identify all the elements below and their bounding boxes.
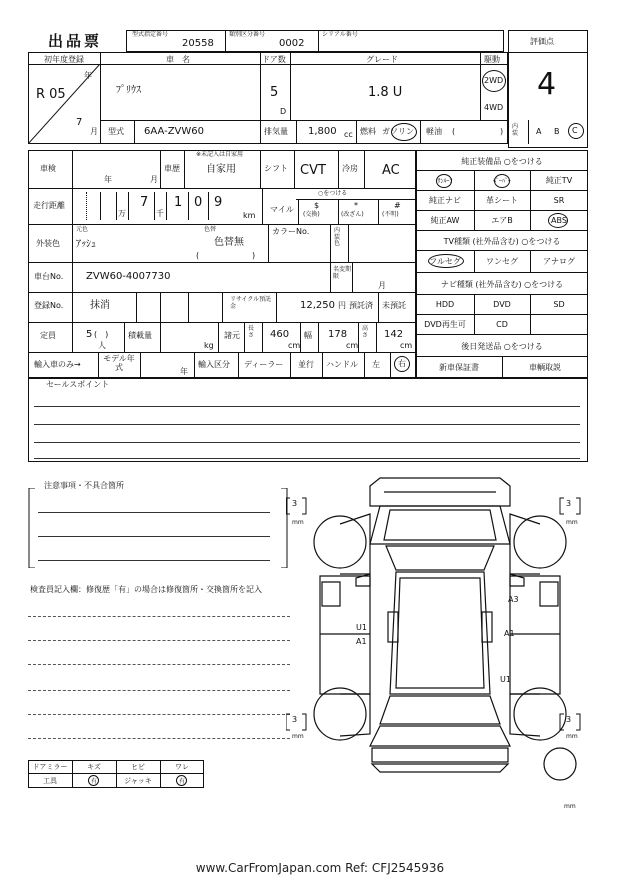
mileage-digit-1: 7	[140, 195, 149, 210]
handle-right: 右	[398, 359, 406, 368]
navi-cd: CD	[496, 319, 508, 329]
interior-c: C	[572, 126, 578, 135]
chassis-label: 車台No.	[34, 272, 64, 281]
equip-paper: ﾍﾟｰﾊﾟｰ	[492, 177, 511, 185]
damage-mark-a1-right: A1	[504, 629, 515, 638]
handle-label: ハンドル	[326, 360, 358, 369]
grade-label: グレード	[366, 55, 398, 64]
acc-jack: ジャッキ	[124, 776, 152, 785]
navi-header: ナビ種類 (社外品含む) ○をつける	[440, 279, 564, 289]
damage-mark-u1-rear-right: U1	[500, 675, 511, 684]
acc-scratch: キズ	[87, 763, 101, 771]
model-year-unit: 年	[180, 367, 188, 376]
recycle-unit: 円	[338, 301, 346, 310]
inspection-year-unit: 年	[104, 175, 112, 184]
swap-label: (交換)	[303, 211, 320, 218]
dims-label: 諸元	[224, 331, 240, 340]
height-label: 高さ	[362, 325, 369, 339]
name-change-month: 月	[378, 281, 386, 290]
document-title: 出品票	[48, 32, 103, 50]
fuel-light: 軽油	[426, 127, 442, 136]
color-paren-open: (	[196, 251, 200, 260]
navi-dvd-play: DVD再生可	[424, 319, 466, 329]
handle-left: 左	[372, 360, 380, 369]
recycle-amount: 12,250	[300, 300, 335, 311]
footer-watermark: www.CarFromJapan.com Ref: CFJ2545936	[195, 861, 445, 875]
fuel-gas: ガソリン	[382, 127, 414, 136]
recycle-unpaid: 未預託	[382, 301, 406, 310]
swap-symbol: $	[314, 201, 320, 210]
fuel-paren-close: )	[500, 127, 504, 136]
name-change-label: 名変期限	[333, 266, 352, 281]
recycle-label: リサイクル預託金	[230, 296, 272, 311]
inspector-note-label: 検査員記入欄：修復歴「有」の場合は修復箇所・交換箇所を記入	[30, 585, 262, 594]
reg-no-label: 登録No.	[34, 301, 64, 310]
car-name: ﾌﾟﾘｳｽ	[116, 85, 141, 96]
altered-label: (改ざん)	[341, 211, 364, 218]
displacement-label: 排気量	[264, 127, 288, 136]
equip-genuine-aw: 純正AW	[430, 215, 460, 225]
capacity-paren: ( )	[94, 330, 109, 339]
person-unit: 人	[98, 341, 106, 350]
door-label: ドア数	[262, 55, 286, 64]
import-type-label: 輸入区分	[198, 360, 230, 369]
acc-door-mirror: ドアミラー	[32, 763, 68, 771]
fuel-label: 燃料	[360, 127, 376, 136]
later-header: 後日発送品 ○をつける	[461, 341, 543, 351]
import-label: 輸入車のみ→	[34, 360, 81, 369]
tire-front-left-value: 3	[292, 499, 298, 508]
tv-fullseg: フルセグ	[429, 256, 461, 266]
door-type: D	[280, 107, 287, 116]
tv-analog: アナログ	[543, 256, 575, 266]
category-label: 類別区分番号	[229, 31, 266, 38]
mileage-mark-note: ○をつける	[318, 190, 348, 197]
tire-rear-left-unit: mm	[292, 733, 304, 740]
damage-mark-a1-left: A1	[356, 637, 367, 646]
dealer-label: ディーラー	[244, 360, 284, 369]
later-manual: 車輌取説	[529, 362, 561, 372]
first-reg-month: 7	[76, 117, 83, 128]
caution-label: 注意事項・不具合箇所	[44, 481, 124, 490]
acc-jack-mark: 有	[178, 778, 185, 785]
width-value: 178	[328, 329, 348, 340]
month-unit: 月	[90, 127, 98, 136]
equip-genuine-tv: 純正TV	[545, 175, 573, 185]
inspection-label: 車検	[40, 164, 56, 173]
damage-mark-u1-left: U1	[356, 623, 367, 632]
model-cert-number: 20558	[182, 38, 214, 49]
tire-spare-unit: mm	[564, 803, 576, 810]
first-reg-year: R 05	[36, 87, 66, 102]
tire-front-right-value: 3	[566, 499, 572, 508]
model-label: 型式	[108, 127, 124, 136]
man-unit: 万	[118, 209, 126, 218]
history-note: ※未記入は自家用	[196, 151, 244, 158]
tire-rear-right-unit: mm	[566, 733, 578, 740]
acc-tools-mark: 有	[90, 778, 97, 785]
equip-abs: ABS	[551, 215, 567, 225]
reg-no-value: 抹消	[90, 300, 110, 311]
inspection-month-unit: 月	[150, 175, 158, 184]
sales-point-label: セールスポイント	[46, 380, 110, 389]
mileage-digit-3: 0	[194, 195, 203, 210]
load-label: 積載量	[128, 331, 152, 340]
recycle-paid: 預託済	[349, 301, 373, 310]
history-value: 自家用	[206, 164, 236, 175]
color-label: 外装色	[36, 239, 60, 248]
tire-front-right-unit: mm	[566, 519, 578, 526]
height-value: 142	[384, 329, 404, 340]
later-warranty: 新車保証書	[439, 362, 479, 372]
door-count: 5	[270, 85, 279, 100]
mileage-label: 走行距離	[33, 201, 65, 210]
drive-4wd: 4WD	[484, 103, 504, 112]
kg-unit: kg	[204, 341, 214, 350]
color-paren-close: )	[252, 251, 256, 260]
color-change: 色替無	[214, 237, 244, 248]
genuine-header: 純正装備品 ○をつける	[461, 156, 543, 166]
model-cert-label: 型式指定番号	[132, 31, 169, 38]
acc-tools: 工具	[43, 776, 57, 785]
capacity-value: 5	[86, 329, 93, 340]
parallel-label: 並行	[298, 360, 314, 369]
history-label: 車歴	[164, 164, 180, 173]
unknown-symbol: #	[394, 201, 401, 210]
capacity-label: 定員	[40, 331, 56, 340]
drive-2wd: 2WD	[484, 76, 504, 85]
car-condition-diagram	[300, 474, 590, 804]
navi-hdd: HDD	[435, 299, 455, 309]
fuel-paren-open: (	[452, 127, 456, 136]
tire-rear-left-value: 3	[292, 715, 298, 724]
damage-mark-a3-right: A3	[508, 595, 519, 604]
mile-label: マイル	[270, 205, 294, 214]
tv-header: TV種類 (社外品含む) ○をつける	[443, 236, 561, 246]
tire-front-left-unit: mm	[292, 519, 304, 526]
model-value: 6AA-ZVW60	[144, 126, 205, 137]
length-unit: cm	[288, 341, 301, 350]
interior-color-label: 内装色	[334, 227, 341, 248]
equip-airbag: エアB	[491, 215, 513, 225]
sen-unit: 千	[156, 209, 164, 218]
orig-color: ｱｯｼｭ	[76, 239, 96, 250]
orig-color-label: 元色	[76, 226, 89, 233]
displacement-value: 1,800	[308, 126, 337, 137]
width-unit: cm	[346, 341, 359, 350]
ac-label: 冷房	[342, 164, 358, 173]
displacement-unit: cc	[344, 130, 353, 139]
unknown-label: (不明)	[382, 211, 399, 218]
car-name-label: 車 名	[166, 55, 190, 64]
category-number: 0002	[279, 38, 305, 49]
navi-sd: SD	[553, 299, 565, 309]
sales-point-box	[28, 378, 588, 462]
mileage-digit-4: 9	[214, 195, 223, 210]
tv-oneseg: ワンセグ	[486, 256, 518, 266]
color-no-label: カラーNo.	[272, 227, 310, 236]
mileage-digit-2: 1	[174, 195, 183, 210]
length-value: 460	[270, 329, 290, 340]
equip-sr: SR	[553, 195, 565, 205]
width-label: 幅	[304, 331, 312, 340]
model-year-label: モデル年式	[103, 354, 135, 372]
altered-symbol: *	[354, 201, 358, 210]
year-unit: 年	[84, 71, 92, 80]
drive-label: 駆動	[484, 55, 500, 64]
shift-value: CVT	[300, 163, 326, 178]
serial-label: シリアル番号	[322, 31, 358, 38]
tire-rear-right-value: 3	[566, 715, 572, 724]
chassis-number: ZVW60-4007730	[86, 271, 171, 282]
equip-genuine-navi: 純正ナビ	[429, 195, 461, 205]
interior-label: 内装	[512, 123, 519, 137]
shift-label: シフト	[264, 164, 288, 173]
navi-dvd: DVD	[493, 299, 511, 309]
color-code-label: 色替	[204, 226, 217, 233]
acc-break: ワレ	[175, 763, 189, 771]
grade-value: 1.8 U	[368, 85, 403, 100]
score-label: 評価点	[530, 37, 554, 46]
equip-sunroof: ｻﾝﾙｰﾌ	[437, 177, 453, 185]
height-unit: cm	[400, 341, 413, 350]
score-value: 4	[537, 67, 557, 102]
interior-a: A	[536, 127, 542, 136]
ac-value: AC	[382, 163, 400, 178]
interior-b: B	[554, 127, 560, 136]
length-label: 長さ	[248, 325, 255, 339]
equip-leather-seat: 革シート	[486, 195, 518, 205]
acc-crack: ヒビ	[131, 763, 145, 771]
km-unit: km	[243, 211, 256, 220]
first-reg-label: 初年度登録	[44, 55, 84, 64]
